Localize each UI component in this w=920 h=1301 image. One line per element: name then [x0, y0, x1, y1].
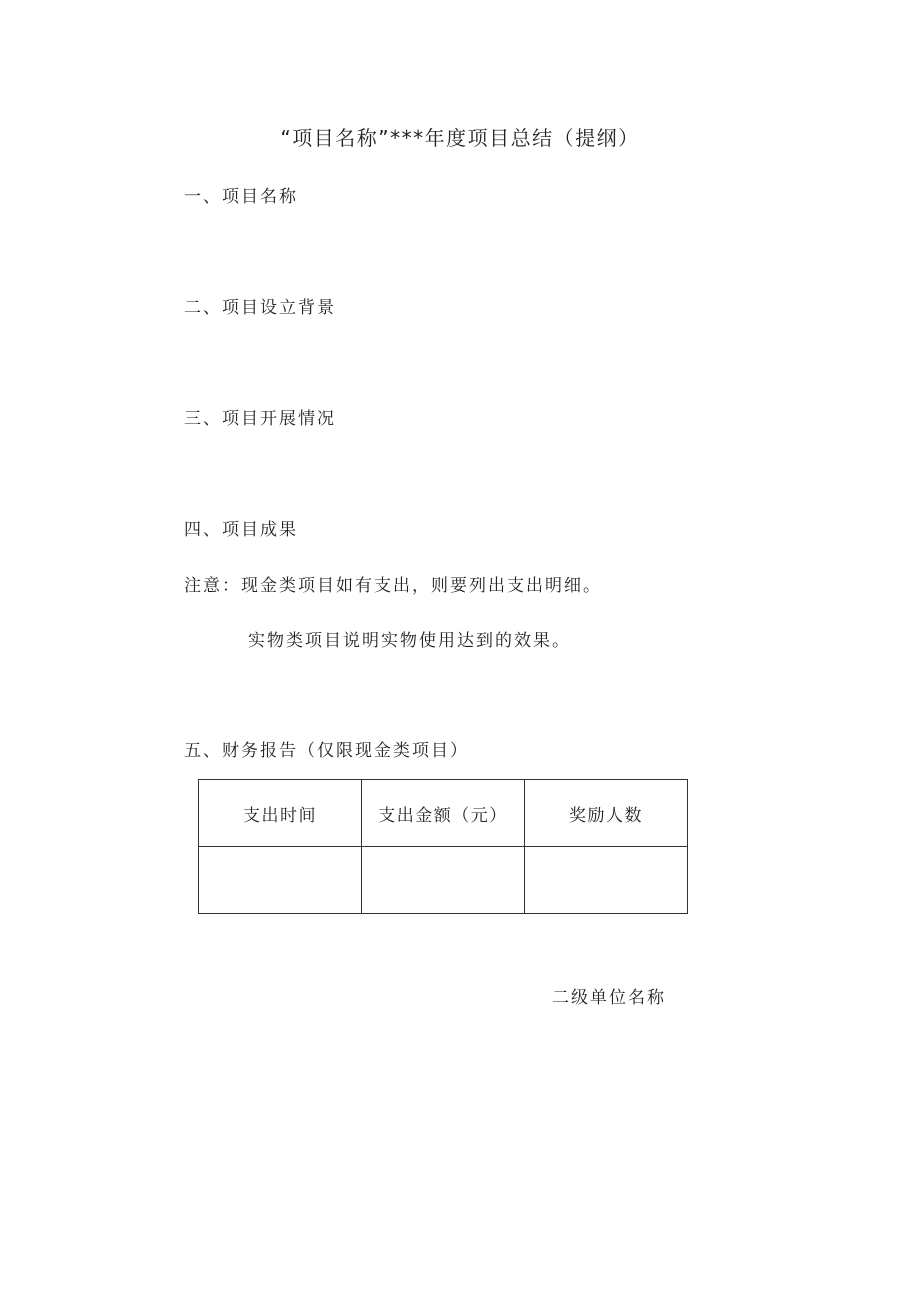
table-header-cell: 支出时间	[199, 780, 362, 847]
section-heading-progress: 三、项目开展情况	[184, 409, 336, 429]
note-line-physical: 实物类项目说明实物使用达到的效果。	[248, 631, 571, 651]
table-header-row	[199, 780, 688, 847]
table-cell	[362, 847, 525, 914]
signature-unit-name: 二级单位名称	[552, 988, 666, 1008]
table-header-cell: 奖励人数	[525, 780, 688, 847]
section-heading-results: 四、项目成果	[184, 520, 298, 540]
document-title: “项目名称”***年度项目总结（提纲）	[280, 126, 640, 150]
section-heading-finance: 五、财务报告（仅限现金类项目）	[184, 741, 469, 761]
note-line-cash: 注意：现金类项目如有支出，则要列出支出明细。	[184, 576, 602, 596]
table-cell	[199, 847, 362, 914]
table-cell	[525, 847, 688, 914]
section-heading-background: 二、项目设立背景	[184, 298, 336, 318]
table-header-cell: 支出金额（元）	[362, 780, 525, 847]
section-heading-project-name: 一、项目名称	[184, 187, 298, 207]
finance-table	[198, 779, 688, 914]
table-row	[199, 847, 688, 914]
